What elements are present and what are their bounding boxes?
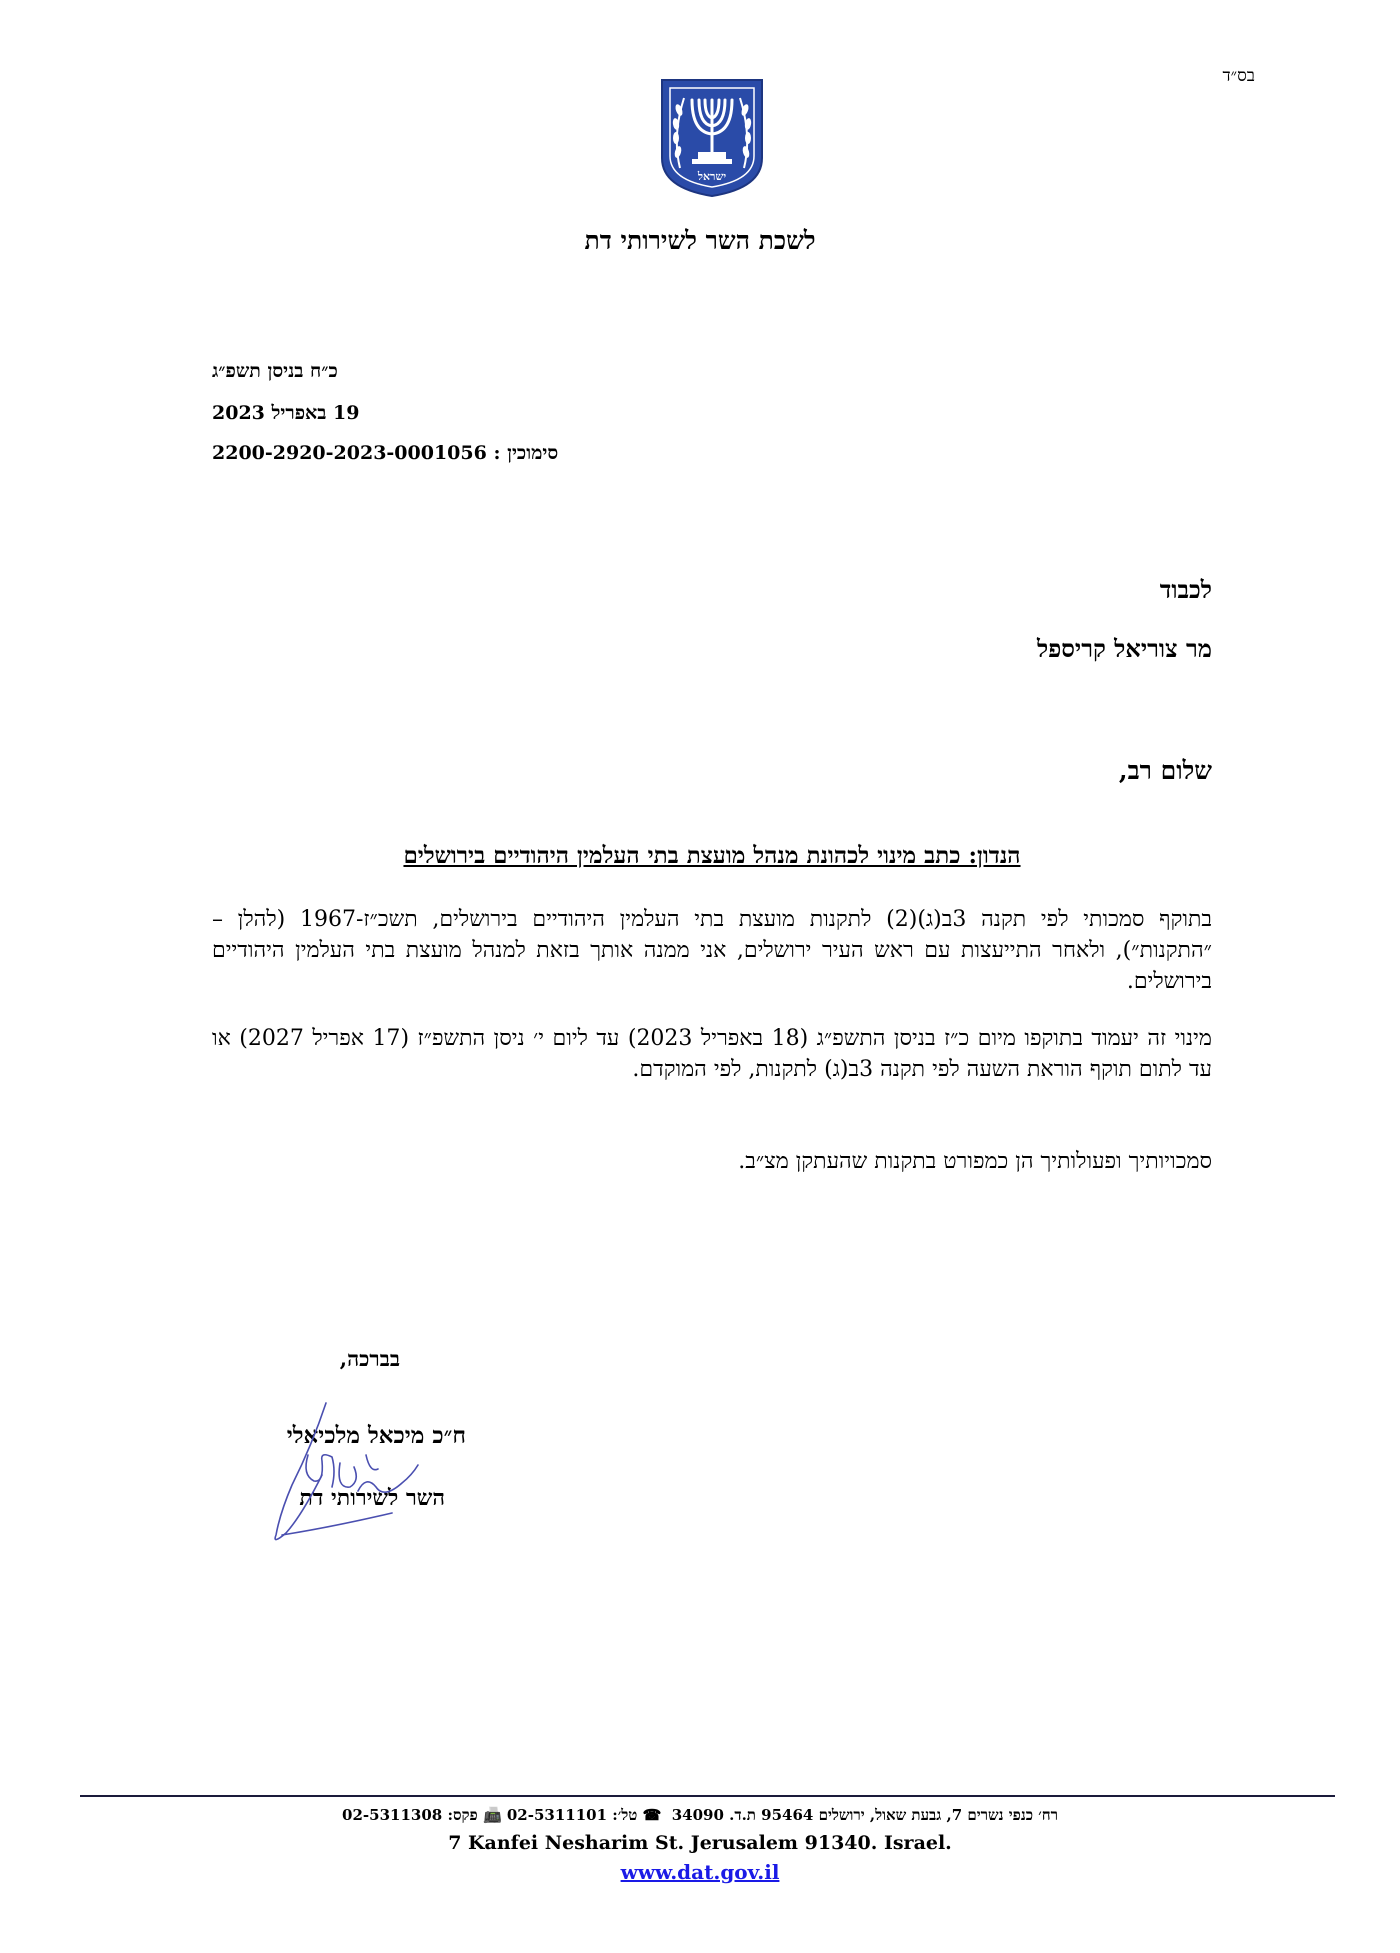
greeting: שלום רב,	[1118, 756, 1212, 785]
fax-number: 02-5311308	[342, 1806, 443, 1824]
signer-name: ח״כ מיכאל מלכיאלי	[286, 1422, 466, 1449]
besiyata-dishmaya: בס״ד	[1222, 66, 1255, 86]
recipient-honorific: לכבוד	[1159, 575, 1212, 604]
footer-divider	[80, 1795, 1335, 1797]
subject-line: הנדון: כתב מינוי לכהונת מנהל מועצת בתי העלמין היהודיים בירושלים	[403, 842, 1021, 869]
phone-number: 02-5311101	[506, 1806, 608, 1824]
body-paragraph: בתוקף סמכותי לפי תקנה 3ב(ג)(2) לתקנות מועצת בתי העלמין היהודיים בירושלים, תשכ״ז-1967 (להלן – ״התקנות״), ולאחר התייעצות עם ראש העיר ירושלים, אני ממנה אותך בזאת למנהל מועצת בתי העלמין היהודיים בירושלים.	[212, 907, 1212, 994]
closing-regards: בברכה,	[339, 1346, 400, 1371]
recipient-name: מר צוריאל קריספל	[1036, 634, 1212, 663]
office-name: לשכת השר לשירותי דת	[584, 226, 816, 255]
body-paragraph: מינוי זה יעמוד בתוקפו מיום כ״ז בניסן התשפ״ג (18 באפריל 2023) עד ליום י׳ ניסן התשפ״ז (17 אפריל 2027) או עד לתום תוקף הוראת השעה לפי תקנה 3ב(ג) לתקנות, לפי המוקדם.	[212, 1026, 1212, 1082]
phone-icon: ☎	[642, 1806, 662, 1824]
footer-contact-hebrew	[200, 1806, 1200, 1825]
reference-number: 2200-2920-2023-0001056	[212, 442, 487, 464]
reference	[212, 442, 592, 465]
body-paragraph: סמכויותיך ופעולותיך הן כמפורט בתקנות שהעתקן מצ״ב.	[738, 1149, 1212, 1174]
footer-address-english: 7 Kanfei Nesharim St. Jerusalem 91340. Israel.	[448, 1832, 952, 1854]
gregorian-date: 19 באפריל 2023	[212, 402, 360, 424]
phone-label: טל׳:	[612, 1806, 638, 1824]
handwritten-signature	[262, 1395, 432, 1545]
fax-label: פקס:	[447, 1806, 478, 1824]
footer-address: רח׳ כנפי נשרים 7, גבעת שאול, ירושלים 95464 ת.ד. 34090	[671, 1806, 1058, 1824]
fax-icon: 📠	[482, 1806, 502, 1824]
reference-label: סימוכין :	[493, 442, 559, 464]
signer-title: השר לשירותי דת	[299, 1485, 445, 1511]
website-link[interactable]: www.dat.gov.il	[620, 1860, 780, 1884]
hebrew-date: כ״ח בניסן תשפ״ג	[212, 360, 338, 382]
emblem-label: ישראל	[697, 170, 727, 183]
